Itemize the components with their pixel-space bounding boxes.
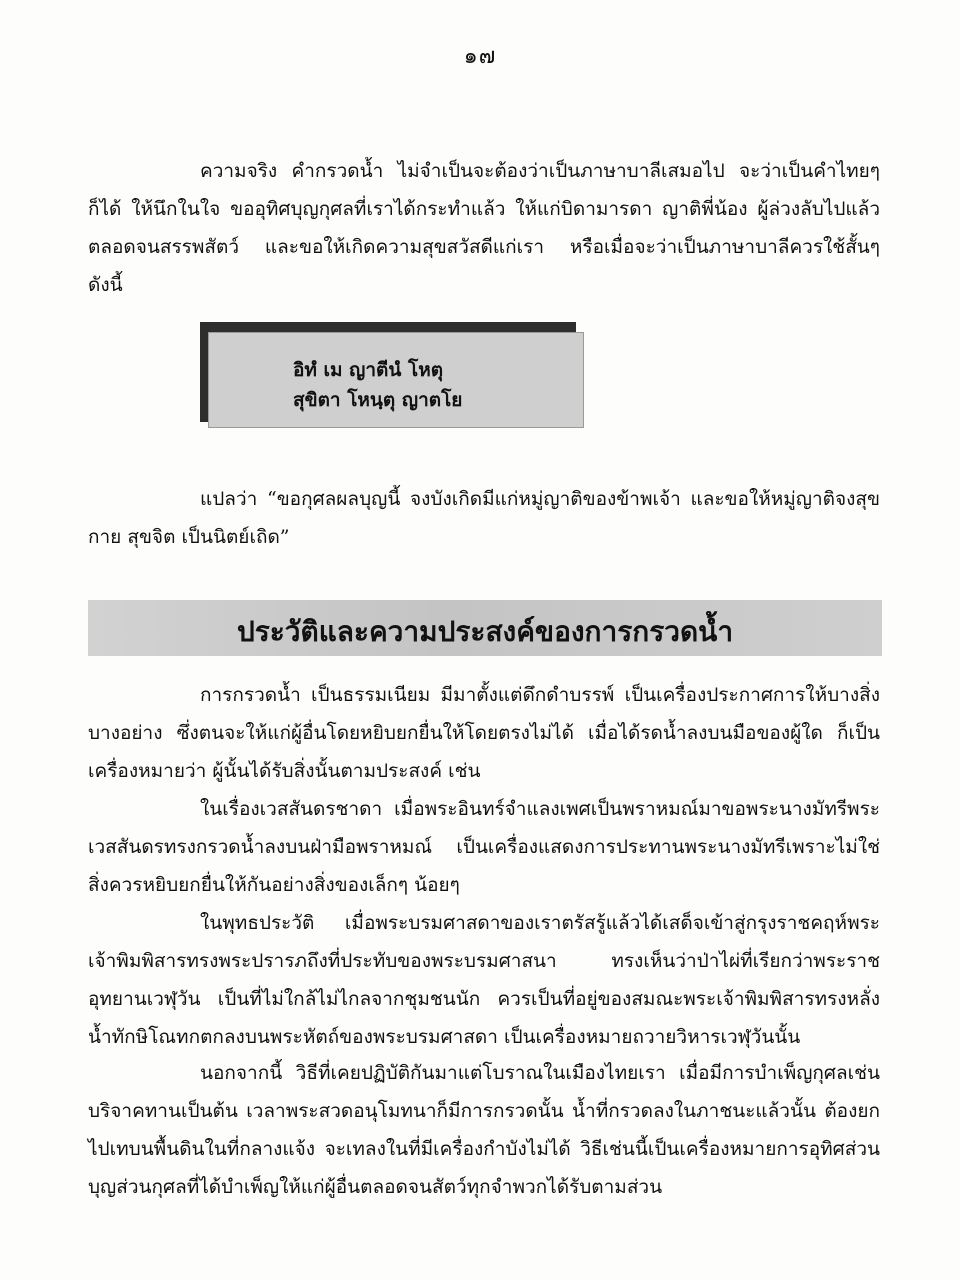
body-paragraph-1: การกรวดน้ำ เป็นธรรมเนียม มีมาตั้งแต่ดึกดำบรรพ์ เป็นเครื่องประกาศการให้บางสิ่งบางอย่าง ซึ่งตนจะให้แก่ผู้อื่นโดยหยิบยกยื่นให้โดยตรงไม่ได้ เมื่อได้รดน้ำลงบนมือของผู้ใด ก็เป็นเครื่องหมายว่า ผู้นั้นได้รับสิ่งนั้นตามประสงค์ เช่น xyxy=(88,684,880,782)
section-heading-band xyxy=(88,600,882,656)
body-paragraph-3: ในพุทธประวัติ เมื่อพระบรมศาสดาของเราตรัสรู้แล้วได้เสด็จเข้าสู่กรุงราชคฤห์พระเจ้าพิมพิสารทรงพระปรารภถึงที่ประทับของพระบรมศาสนา ทรงเห็นว่าป่าไผ่ที่เรียกว่าพระราชอุทยานเวฬุวัน เป็นที่ไม่ใกล้ไม่ไกลจากชุมชนนัก ควรเป็นที่อยู่ของสมณะพระเจ้าพิมพิสารทรงหลั่งน้ำทักษิโณทกตกลงบนพระหัตถ์ของพระบรมศาสดา เป็นเครื่องหมายถวายวิหารเวฬุวันนั้น xyxy=(88,912,880,1048)
translation-paragraph: แปลว่า “ขอกุศลผลบุญนี้ จงบังเกิดมีแก่หมู่ญาติของข้าพเจ้า และขอให้หมู่ญาติจงสุขกาย สุขจิต เป็นนิตย์เถิด” xyxy=(88,488,880,548)
intro-paragraph: ความจริง คำกรวดน้ำ ไม่จำเป็นจะต้องว่าเป็นภาษาบาลีเสมอไป จะว่าเป็นคำไทยๆก็ได้ ให้นึกในใจ ขออุทิศบุญกุศลที่เราได้กระทำแล้ว ให้แก่บิดามารดา ญาติพี่น้อง ผู้ล่วงลับไปแล้วตลอดจนสรรพสัตว์ และขอให้เกิดความสุขสวัสดีแก่เรา หรือเมื่อจะว่าเป็นภาษาบาลีควรใช้สั้นๆ ดังนี้ xyxy=(88,160,880,296)
verse-line-2: สุขิตา โหนฺตุ ญาตโย xyxy=(293,389,463,411)
body-paragraph-4: นอกจากนี้ วิธีที่เคยปฏิบัติกันมาแต่โบราณในเมืองไทยเรา เมื่อมีการบำเพ็ญกุศลเช่นบริจาคทานเป็นต้น เวลาพระสวดอนุโมทนาก็มีการกรวดนั้น น้ำที่กรวดลงในภาชนะแล้วนั้น ต้องยกไปเทบนพื้นดินในที่กลางแจ้ง จะเทลงในที่มีเครื่องกำบังไม่ได้ วิธีเช่นนี้เป็นเครื่องหมายการอุทิศส่วนบุญส่วนกุศลที่ได้บำเพ็ญให้แก่ผู้อื่นตลอดจนสัตว์ทุกจำพวกได้รับตามส่วน xyxy=(88,1062,880,1198)
pali-verse-box xyxy=(208,332,584,428)
section-heading: ประวัติและความประสงค์ของการกรวดน้ำ xyxy=(236,615,734,648)
body-paragraph-2: ในเรื่องเวสสันดรชาดา เมื่อพระอินทร์จำแลงเพศเป็นพราหมณ์มาขอพระนางมัทรีพระเวสสันดรทรงกรวดน้ำลงบนฝ่ามือพราหมณ์ เป็นเครื่องแสดงการประทานพระนางมัทรีเพราะไม่ใช่สิ่งควรหยิบยกยื่นให้กันอย่างสิ่งของเล็กๆ น้อยๆ xyxy=(88,798,880,896)
verse-line-1: อิทํ เม ญาตีนํ โหตุ xyxy=(293,359,444,381)
page-number: ๑๗ xyxy=(463,44,497,69)
